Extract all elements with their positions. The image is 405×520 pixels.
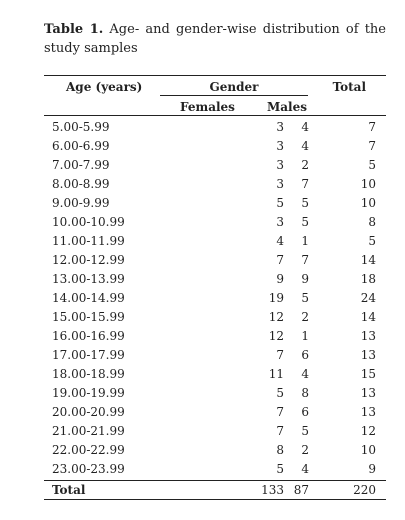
males-cell: 7 bbox=[301, 177, 309, 191]
age-cell: 7.00-7.99 bbox=[52, 158, 110, 172]
age-cell: 10.00-10.99 bbox=[52, 215, 125, 229]
age-cell: 11.00-11.99 bbox=[52, 234, 125, 248]
total-cell: 14 bbox=[360, 310, 376, 324]
total-cell: 12 bbox=[360, 424, 376, 438]
males-cell: 7 bbox=[301, 253, 309, 267]
table-row bbox=[44, 460, 386, 479]
total-total: 220 bbox=[353, 483, 376, 497]
age-cell: 8.00-8.99 bbox=[52, 177, 110, 191]
females-cell: 12 bbox=[268, 329, 284, 343]
age-cell: 21.00-21.99 bbox=[52, 424, 125, 438]
females-cell: 4 bbox=[276, 234, 284, 248]
females-cell: 5 bbox=[276, 196, 284, 210]
table-caption bbox=[44, 20, 386, 58]
table-row bbox=[44, 175, 386, 194]
table-row bbox=[44, 118, 386, 137]
males-cell: 9 bbox=[301, 272, 309, 286]
total-cell: 10 bbox=[360, 177, 376, 191]
table-row bbox=[44, 403, 386, 422]
age-cell: 15.00-15.99 bbox=[52, 310, 125, 324]
table-row bbox=[44, 156, 386, 175]
males-cell: 2 bbox=[301, 443, 309, 457]
table-row bbox=[44, 270, 386, 289]
total-cell: 10 bbox=[360, 443, 376, 457]
males-cell: 4 bbox=[301, 462, 309, 476]
females-cell: 3 bbox=[276, 177, 284, 191]
total-cell: 5 bbox=[368, 234, 376, 248]
table-row bbox=[44, 441, 386, 460]
gender-header-rule bbox=[160, 95, 308, 96]
males-cell: 4 bbox=[301, 120, 309, 134]
age-cell: 22.00-22.99 bbox=[52, 443, 125, 457]
males-cell: 2 bbox=[301, 310, 309, 324]
table-row bbox=[44, 251, 386, 270]
females-cell: 8 bbox=[276, 443, 284, 457]
age-cell: 23.00-23.99 bbox=[52, 462, 125, 476]
age-cell: 14.00-14.99 bbox=[52, 291, 125, 305]
table-header-rule bbox=[44, 115, 386, 116]
header-total: Total bbox=[332, 80, 366, 94]
table-bottom-rule bbox=[44, 499, 386, 500]
females-cell: 5 bbox=[276, 386, 284, 400]
total-males: 87 bbox=[293, 483, 309, 497]
age-cell: 18.00-18.99 bbox=[52, 367, 125, 381]
age-cell: 6.00-6.99 bbox=[52, 139, 110, 153]
males-cell: 4 bbox=[301, 139, 309, 153]
age-cell: 12.00-12.99 bbox=[52, 253, 125, 267]
header-gender: Gender bbox=[209, 80, 259, 94]
total-cell: 13 bbox=[360, 348, 376, 362]
age-cell: 16.00-16.99 bbox=[52, 329, 125, 343]
females-cell: 12 bbox=[268, 310, 284, 324]
females-cell: 3 bbox=[276, 215, 284, 229]
age-cell: 9.00-9.99 bbox=[52, 196, 110, 210]
total-cell: 10 bbox=[360, 196, 376, 210]
table-total-row bbox=[44, 481, 386, 500]
table-row bbox=[44, 422, 386, 441]
total-cell: 13 bbox=[360, 405, 376, 419]
table-row bbox=[44, 384, 386, 403]
males-cell: 5 bbox=[301, 291, 309, 305]
females-cell: 7 bbox=[276, 405, 284, 419]
males-cell: 1 bbox=[301, 234, 309, 248]
table-row bbox=[44, 308, 386, 327]
females-cell: 7 bbox=[276, 253, 284, 267]
females-cell: 5 bbox=[276, 462, 284, 476]
males-cell: 5 bbox=[301, 215, 309, 229]
total-cell: 14 bbox=[360, 253, 376, 267]
females-cell: 3 bbox=[276, 120, 284, 134]
males-cell: 4 bbox=[301, 367, 309, 381]
males-cell: 2 bbox=[301, 158, 309, 172]
males-cell: 6 bbox=[301, 348, 309, 362]
table-body bbox=[44, 118, 386, 479]
table-row bbox=[44, 194, 386, 213]
table-row bbox=[44, 289, 386, 308]
header-age: Age (years) bbox=[66, 80, 143, 94]
table-row bbox=[44, 346, 386, 365]
total-females: 133 bbox=[261, 483, 284, 497]
age-cell: 5.00-5.99 bbox=[52, 120, 110, 134]
table-row bbox=[44, 365, 386, 384]
males-cell: 8 bbox=[301, 386, 309, 400]
total-cell: 15 bbox=[360, 367, 376, 381]
total-cell: 8 bbox=[368, 215, 376, 229]
caption-text: Age- and gender-wise distribution of the study samples bbox=[44, 22, 386, 56]
age-cell: 13.00-13.99 bbox=[52, 272, 125, 286]
table-number: Table 1. bbox=[44, 22, 104, 37]
females-cell: 11 bbox=[268, 367, 284, 381]
females-cell: 7 bbox=[276, 348, 284, 362]
males-cell: 6 bbox=[301, 405, 309, 419]
header-females: Females bbox=[180, 100, 235, 114]
header-males: Males bbox=[267, 100, 308, 114]
males-cell: 5 bbox=[301, 424, 309, 438]
age-cell: 19.00-19.99 bbox=[52, 386, 125, 400]
age-cell: 20.00-20.99 bbox=[52, 405, 125, 419]
females-cell: 19 bbox=[268, 291, 284, 305]
table-top-rule bbox=[44, 75, 386, 76]
total-cell: 18 bbox=[360, 272, 376, 286]
females-cell: 3 bbox=[276, 158, 284, 172]
total-cell: 9 bbox=[368, 462, 376, 476]
table-row bbox=[44, 232, 386, 251]
total-label: Total bbox=[52, 483, 86, 497]
females-cell: 9 bbox=[276, 272, 284, 286]
table-row bbox=[44, 213, 386, 232]
total-cell: 24 bbox=[360, 291, 376, 305]
age-cell: 17.00-17.99 bbox=[52, 348, 125, 362]
total-cell: 13 bbox=[360, 386, 376, 400]
total-cell: 13 bbox=[360, 329, 376, 343]
table-row bbox=[44, 137, 386, 156]
total-cell: 7 bbox=[368, 120, 376, 134]
total-cell: 5 bbox=[368, 158, 376, 172]
males-cell: 5 bbox=[301, 196, 309, 210]
males-cell: 1 bbox=[301, 329, 309, 343]
table-row bbox=[44, 327, 386, 346]
females-cell: 7 bbox=[276, 424, 284, 438]
total-cell: 7 bbox=[368, 139, 376, 153]
females-cell: 3 bbox=[276, 139, 284, 153]
